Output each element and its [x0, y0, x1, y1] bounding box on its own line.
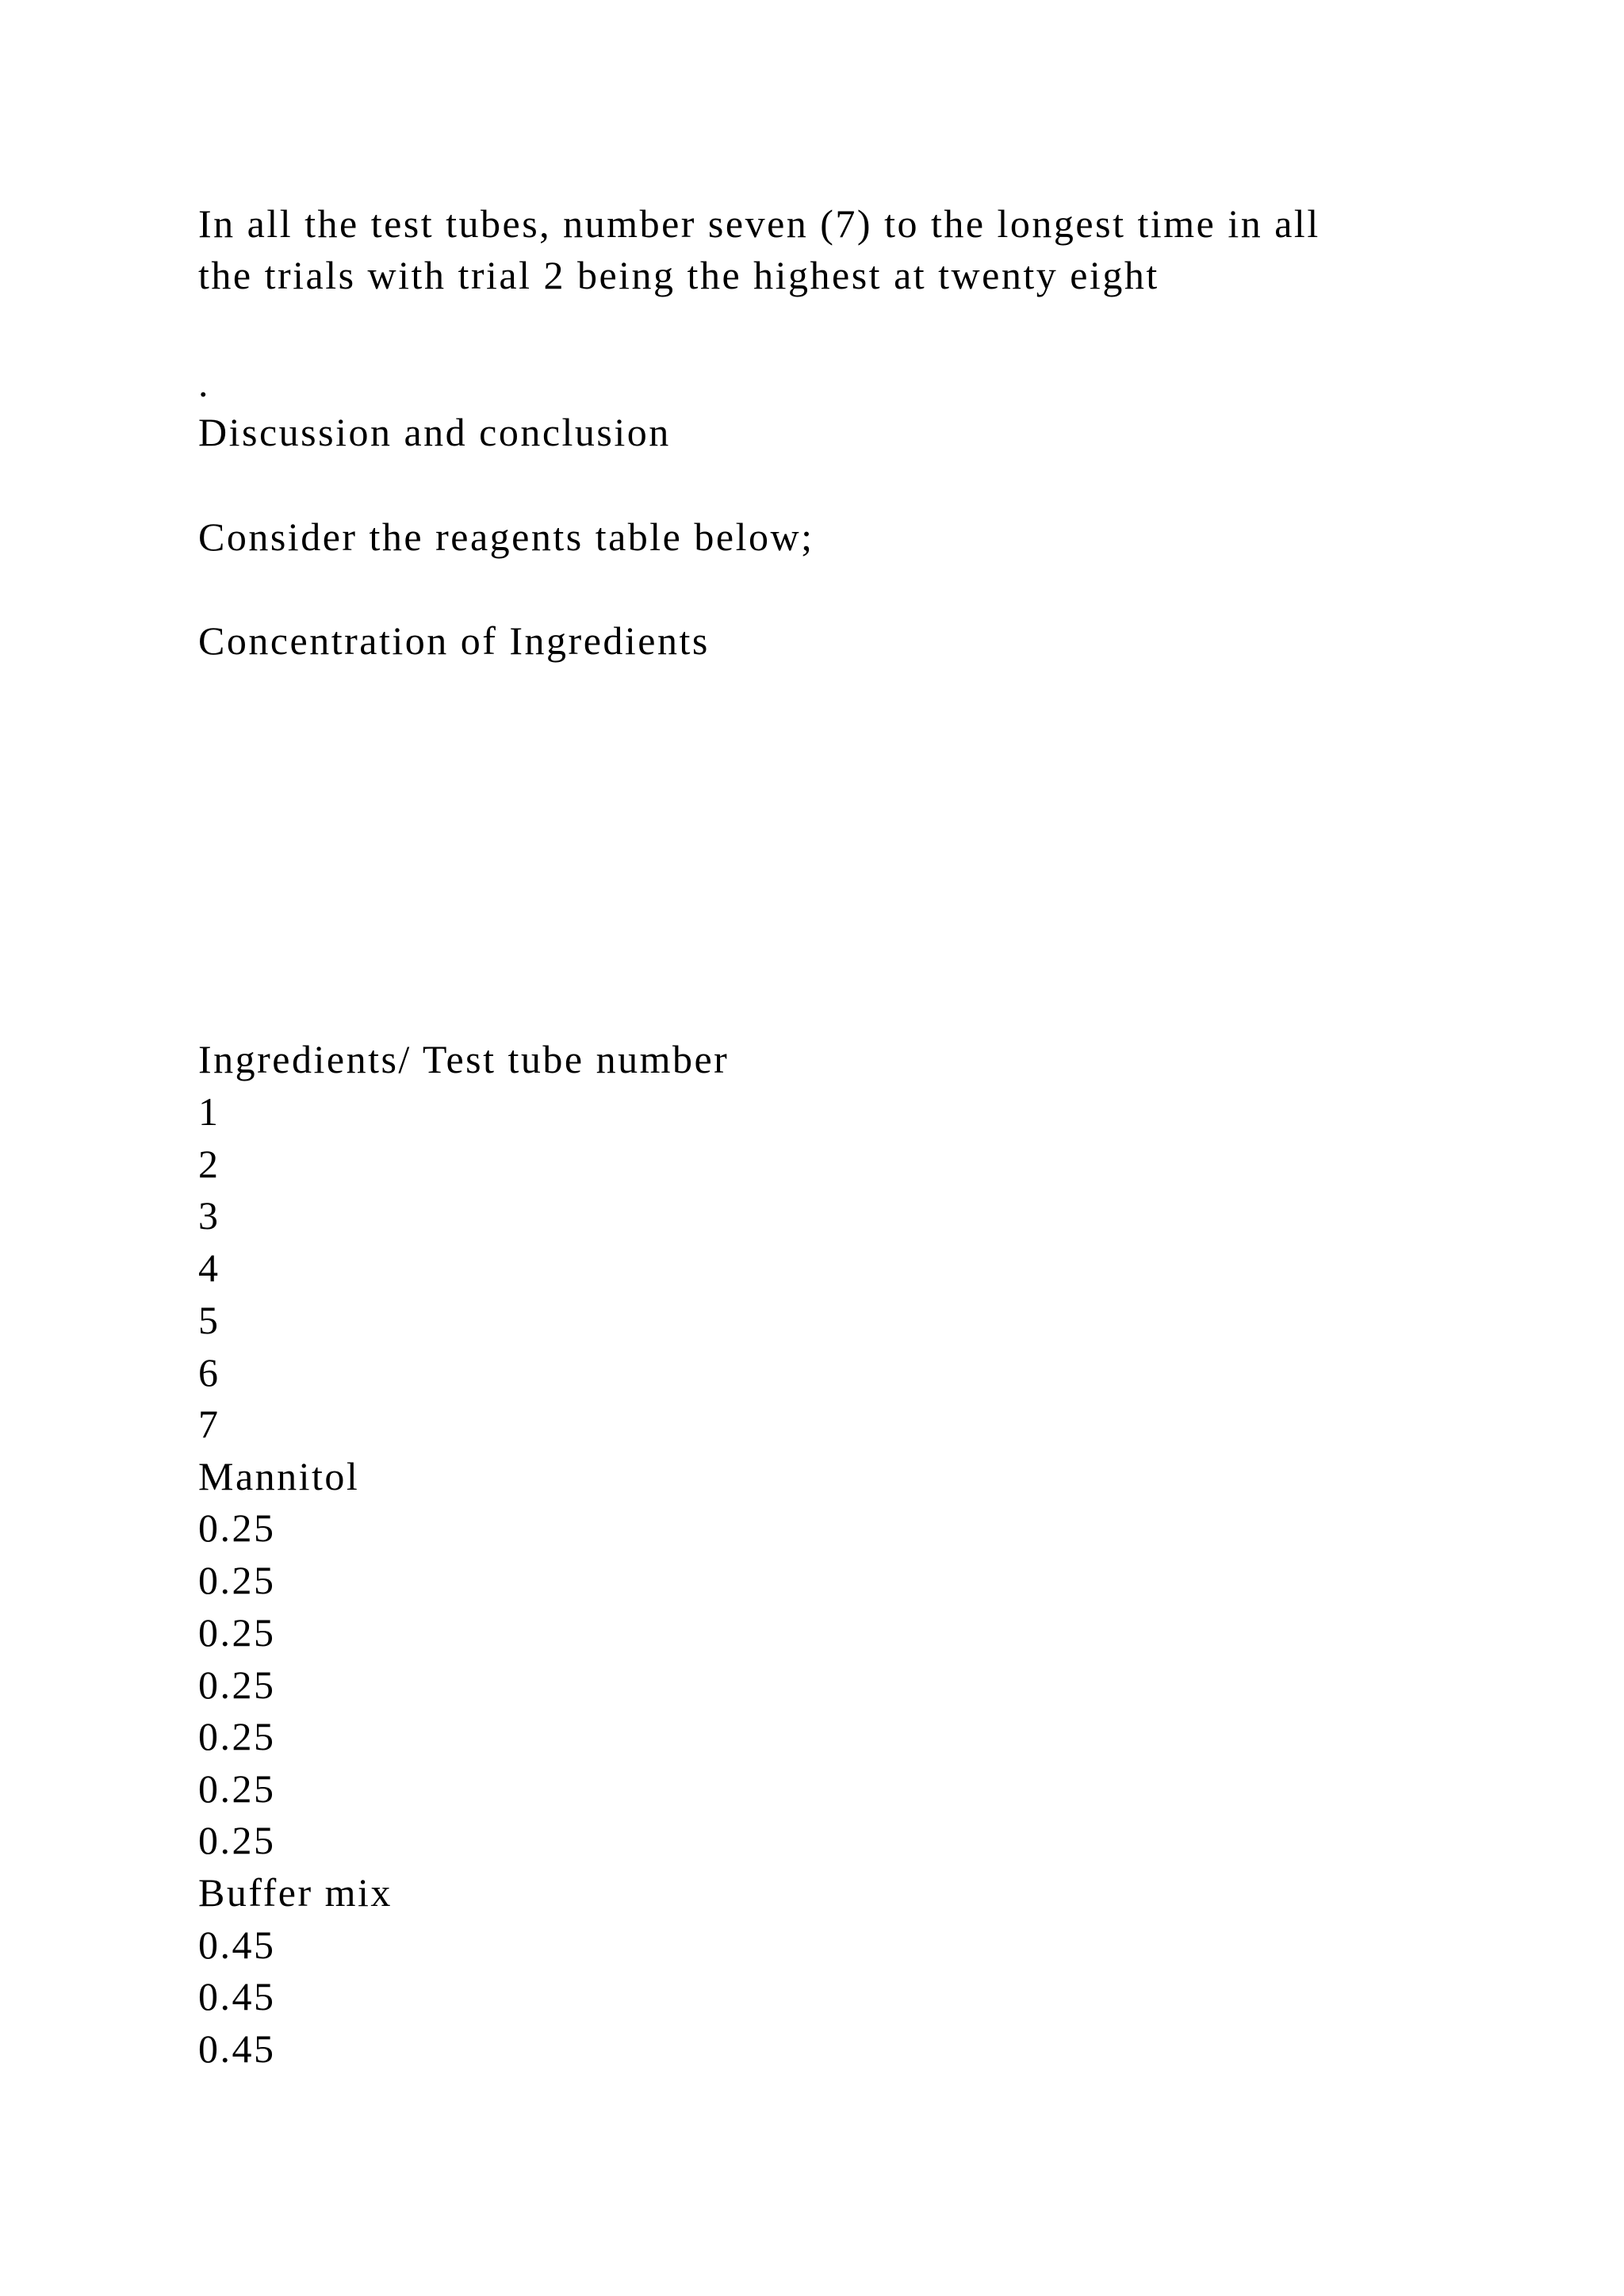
cell-value: 0.25 — [198, 1714, 276, 1758]
cell-value: 0.25 — [198, 1558, 276, 1602]
cell-value: 0.45 — [198, 1974, 276, 2019]
cell-value: 0.45 — [198, 1923, 276, 1967]
cell-value: 0.45 — [198, 2026, 276, 2071]
cell-value: 0.25 — [198, 1506, 276, 1550]
table-header-label: Ingredients/ Test tube number — [198, 1037, 730, 1081]
tube-number: 5 — [198, 1298, 220, 1342]
cell-value: 0.25 — [198, 1766, 276, 1811]
paragraph-line-1: In all the test tubes, number seven (7) to the longest time in all — [198, 201, 1320, 246]
tube-number: 2 — [198, 1142, 220, 1186]
paragraph-line-2: the trials with trial 2 being the highest at twenty eight — [198, 253, 1159, 297]
tube-number: 7 — [198, 1402, 220, 1446]
intro-text: Consider the reagents table below; — [198, 515, 814, 559]
separator-dot: . — [198, 361, 210, 405]
cell-value: 0.25 — [198, 1818, 276, 1862]
tube-number: 4 — [198, 1246, 220, 1290]
section-heading: Discussion and conclusion — [198, 410, 671, 454]
cell-value: 0.25 — [198, 1610, 276, 1655]
row-name-mannitol: Mannitol — [198, 1454, 360, 1498]
tube-number: 3 — [198, 1193, 220, 1238]
tube-number: 1 — [198, 1089, 220, 1134]
cell-value: 0.25 — [198, 1663, 276, 1707]
tube-number: 6 — [198, 1350, 220, 1395]
row-name-buffer-mix: Buffer mix — [198, 1870, 393, 1915]
table-title: Concentration of Ingredients — [198, 618, 710, 663]
